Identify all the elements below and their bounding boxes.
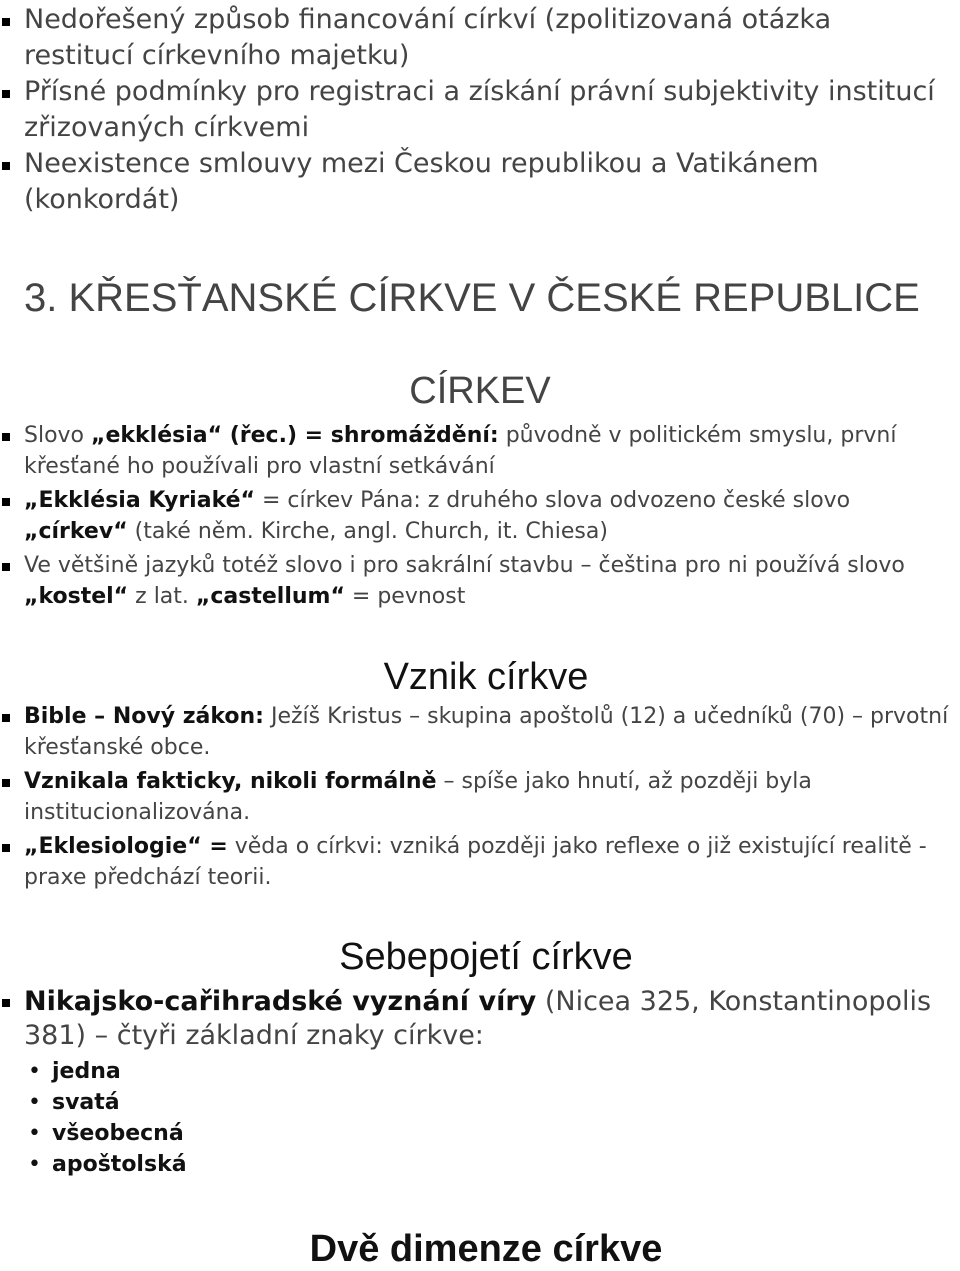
list-item: • jedna — [0, 1056, 187, 1087]
cirkev-bullet-list — [0, 420, 960, 615]
marks-of-church-list — [0, 1056, 187, 1180]
intro-bullet-list — [0, 2, 940, 218]
heading-sebepojeti-cirkve: Sebepojetí církve — [339, 936, 633, 978]
section-title: 3. KŘESŤANSKÉ CÍRKVE V ČESKÉ REPUBLICE — [24, 276, 920, 320]
list-item: • apoštolská — [0, 1149, 187, 1180]
list-item: Bible – Nový zákon: Ježíš Kristus – skupina apoštolů (12) a učedníků (70) – prvotní křesťanské obce. — [0, 701, 960, 763]
sebepojeti-bullet-list — [0, 985, 960, 1053]
list-item: „Ekklésia Kyriaké“ = církev Pána: z druhého slova odvozeno české slovo „církev“ (také něm. Kirche, angl. Church, it. Chiesa) — [0, 485, 960, 547]
list-item: • svatá — [0, 1087, 187, 1118]
list-item: Vznikala fakticky, nikoli formálně – spíše jako hnutí, až později byla institucionalizována. — [0, 766, 960, 828]
list-item: Ve většině jazyků totéž slovo i pro sakrální stavbu – čeština pro ni používá slovo „kostel“ z lat. „castellum“ = pevnost — [0, 550, 960, 612]
heading-dve-dimenze-cirkve: Dvě dimenze církve — [309, 1228, 663, 1270]
list-item: Nedořešený způsob financování církví (zpolitizovaná otázka restitucí církevního majetku) — [0, 2, 940, 74]
list-item: • všeobecná — [0, 1118, 187, 1149]
heading-vznik-cirkve: Vznik církve — [383, 656, 589, 698]
list-item: Přísné podmínky pro registraci a získání právní subjektivity institucí zřizovaných církvemi — [0, 74, 940, 146]
list-item: „Eklesiologie“ = věda o církvi: vzniká později jako reflexe o již existující realitě - praxe předchází teorii. — [0, 831, 960, 893]
vznik-bullet-list — [0, 701, 960, 896]
list-item: Nikajsko-cařihradské vyznání víry (Nicea 325, Konstantinopolis 381) – čtyři základní znaky církve: — [0, 985, 960, 1053]
heading-cirkev: CÍRKEV — [409, 370, 551, 412]
list-item: Slovo „ekklésia“ (řec.) = shromáždění: původně v politickém smyslu, první křesťané ho používali pro vlastní setkávání — [0, 420, 960, 482]
list-item: Neexistence smlouvy mezi Českou republikou a Vatikánem (konkordát) — [0, 146, 940, 218]
